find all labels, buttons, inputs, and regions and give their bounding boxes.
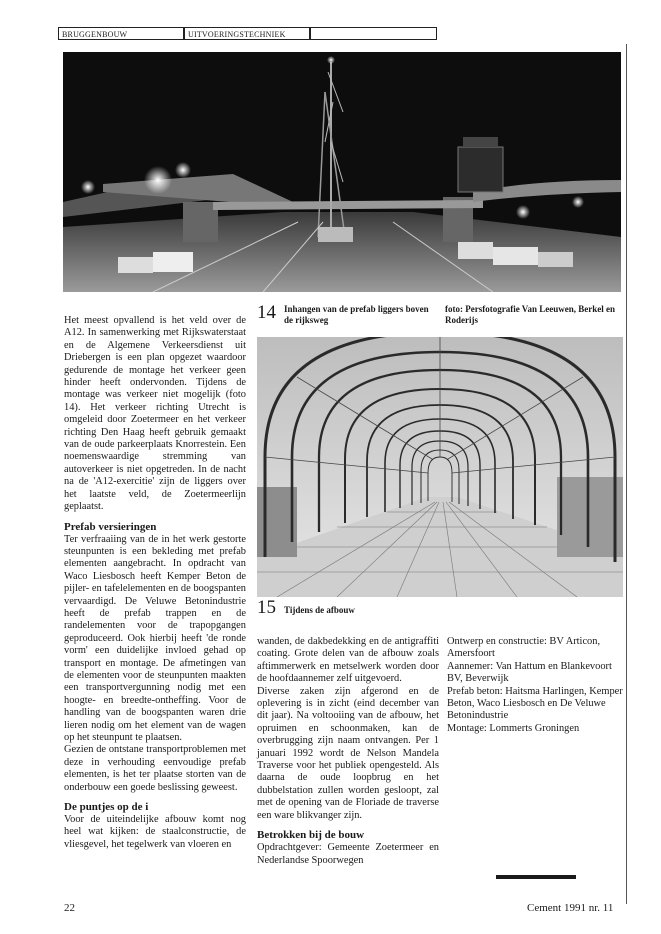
page-number: 22 [64,902,75,914]
credit-ontwerp: Ontwerp en constructie: BV Articon, Amersfoort [447,636,601,660]
end-of-article-bar [496,875,576,879]
caption-14-text: Inhangen van de prefab liggers boven de rijksweg [284,304,429,325]
header-subsection-label: UITVOERINGSTECHNIEK [184,27,310,40]
photo-bridge-construction-image [63,52,621,292]
paragraph-wanden: wanden, de dakbedekking en de antigraffiti coating. Grote delen van de afbouw zoals aftimmerwerk en metselwerk worden door de hoofdaannemer zelf uitgevoerd. [257,636,439,685]
caption-14-number: 14 [257,302,276,323]
photo-bridge-construction [63,52,621,292]
caption-15-number: 15 [257,597,276,618]
paragraph-prefab: Ter verfraaiing van de in het werk gestorte steunpunten is een bekleding met prefab elementen aangebracht. In opdracht van Waco Liesbosch heeft Kemper Beton de pijler- en tafelelementen en de boogspanten vervaardigd. De Veluwe Betonindustrie heeft de prefab trappen en de randelementen voor de trapopgangen geproduceerd. Ook hierbij heeft 'de ronde vorm' een duidelijke invloed gehad op transport en montage. De afmetingen van de elementen voor de steunpunten maakten een transportvergunning nodig met een hoogte- en breedte-ontheffing. Voor de handling van de boogspanten waren drie lieren nodig om het element van de wagen op het steunpunt te plaatsen. [64,533,246,743]
paragraph-opdrachtgever: Opdrachtgever: Gemeente Zoetermeer en Nederlandse Spoorwegen [257,842,439,866]
credit-prefab-beton: Prefab beton: Haitsma Harlingen, Kemper Beton, Waco Liesbosch en De Veluwe Betonindustrie [447,685,623,722]
paragraph-oplevering: Diverse zaken zijn afgerond en de oplevering is in zicht (eind december van dit jaar). Na voltooiing van de afbouw, het opruimen en schoonmaken, kan de overbrugging zijn naam ontvangen. Per 1 januari 1992 wordt de Nelson Mandela Traverse voor het publiek opengesteld. Als daarna de oude loopbrug en het dubbelstation zullen worden gesloopt, zal met de opening van de Floriade de traverse een ware blikvanger zijn. [257,685,439,821]
journal-issue: Cement 1991 nr. 11 [527,902,614,914]
column-1 [64,315,246,851]
paragraph-a12: Het meest opvallend is het veld over de A12. In samenwerking met Rijkswaterstaat en de Algemene Verkeersdienst uit Driebergen is een plan opgezet waardoor gedurende de montage het verkeer geen hinder heeft ondervonden. Tijdens de montage was verkeer niet mogelijk (foto 14). Het verkeer richting Utrecht is omgeleid door Zoetermeer en het verkeer richting Den Haag heeft gebruik gemaakt van de oude parkeerplaats Knorrestein. Een noemenswaardige stremming van autoverkeer is niet opgetreden. In de nacht na de 'A12-exercitie' zijn de liggers over het laatste veld, de Zoetermeerlijn geplaatst. [64,315,246,513]
column-3 [447,636,623,735]
column-2 [257,636,439,867]
paragraph-afbouw: Voor de uiteindelijke afbouw komt nog heel wat kijken: de staalconstructie, de vliesgevel, het tegelwerk van vloeren en [64,814,246,850]
caption-15-text: Tijdens de afbouw [284,605,355,615]
heading-puntjes-op-de-i: De puntjes op de i [64,801,149,814]
photo-arcade-interior-image [257,337,623,597]
right-margin-rule [626,44,627,904]
header-section-label: BRUGGENBOUW [58,27,184,40]
photo-arcade-interior [257,337,623,597]
heading-prefab-versieringen: Prefab versieringen [64,520,157,533]
heading-betrokken-bij-de-bouw: Betrokken bij de bouw [257,829,365,842]
header-empty-cell [310,27,437,40]
credit-aannemer: Aannemer: Van Hattum en Blankevoort BV, Beverwijk [447,660,612,685]
caption-14-credit: foto: Persfotografie Van Leeuwen, Berkel en Roderijs [445,304,615,325]
paragraph-transport: Gezien de ontstane transportproblemen met deze in verhouding eenvoudige prefab elementen, is het ter plaatse storten van de onderbouw een goede beslissing geweest. [64,744,246,793]
credit-montage: Montage: Lommerts Groningen [447,722,580,734]
